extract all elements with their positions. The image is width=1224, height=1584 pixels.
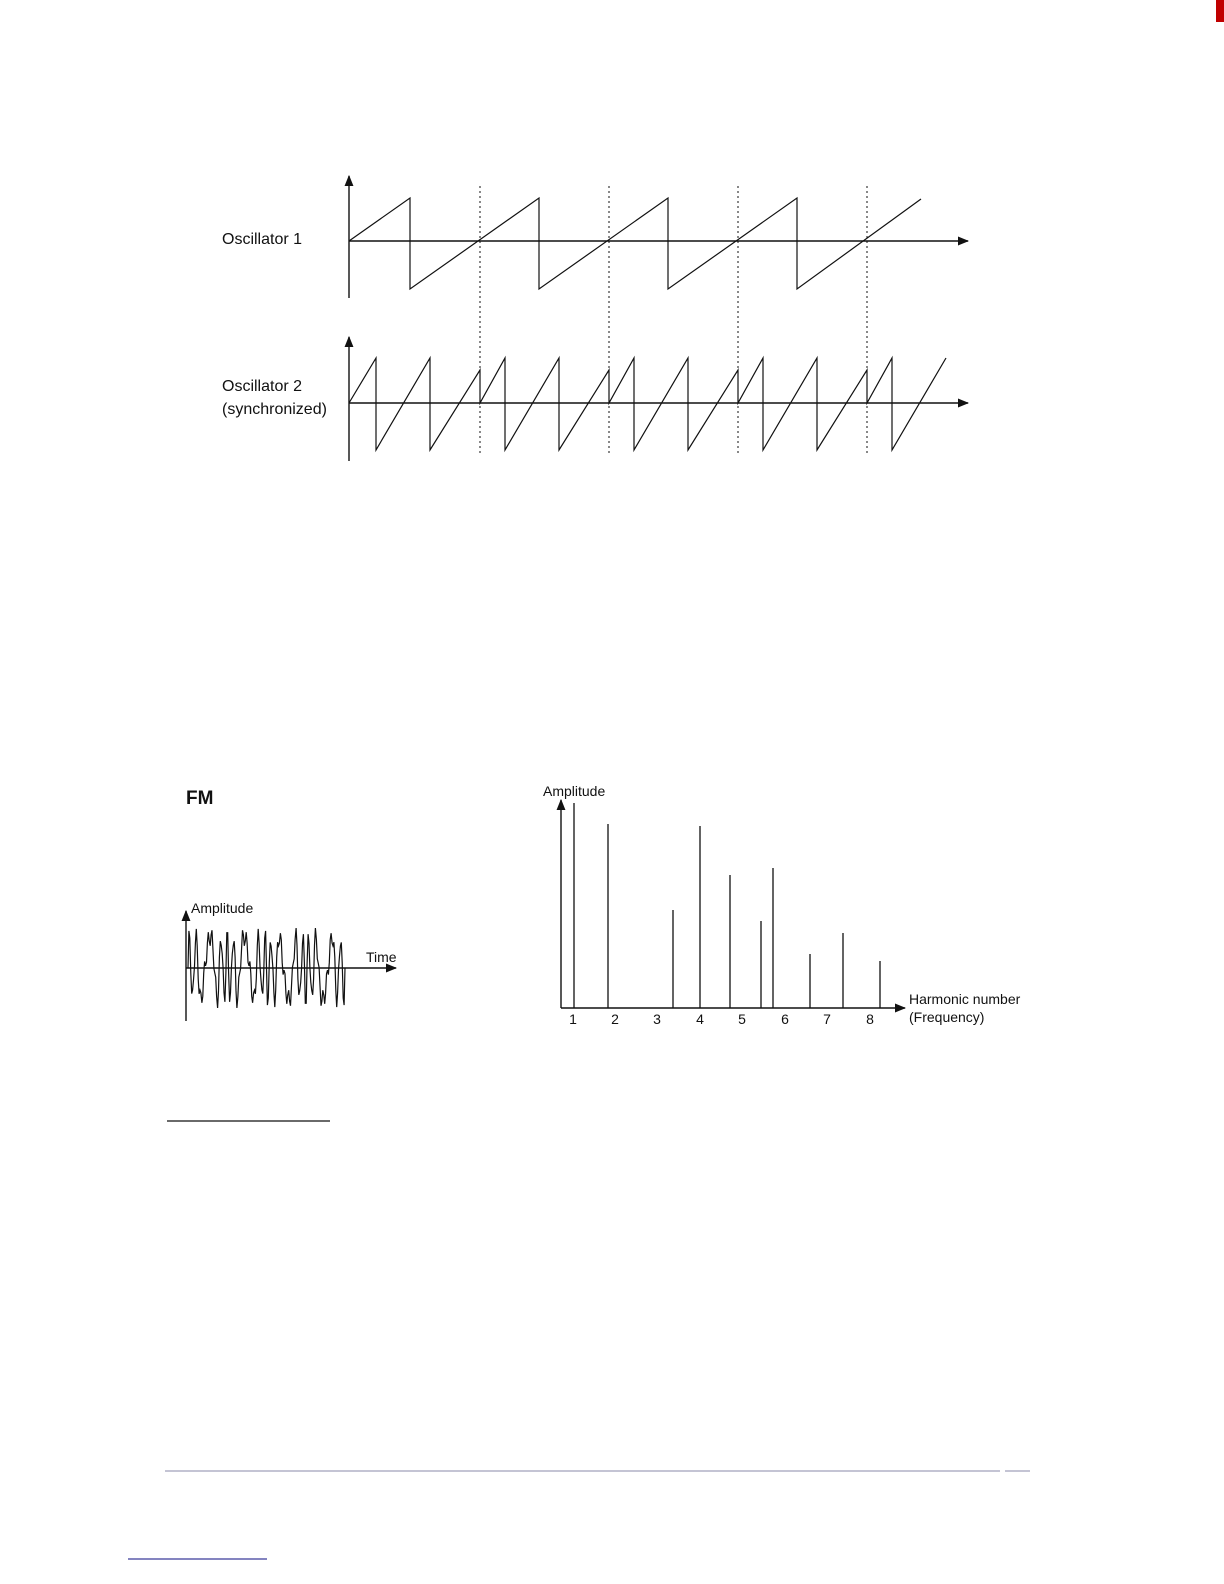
fm-time-x-label: Time	[366, 949, 397, 965]
fm-time-plot	[186, 900, 397, 1021]
spectrum-x-label: Harmonic number	[909, 991, 1021, 1007]
spectrum-x-sublabel: (Frequency)	[909, 1009, 985, 1025]
spectrum-tick-label: 7	[823, 1011, 831, 1027]
spectrum-partials	[574, 803, 880, 1008]
spectrum-tick-label: 4	[696, 1011, 704, 1027]
osc1-sawtooth-wave	[349, 198, 921, 289]
oscillator-2-sync-label: (synchronized)	[222, 401, 327, 418]
oscillator-1-label: Oscillator 1	[222, 231, 303, 248]
fm-title: FM	[186, 788, 214, 809]
oscillator-2-label: Oscillator 2	[222, 378, 303, 395]
oscillator-sync-diagram	[222, 176, 968, 461]
fm-time-y-label: Amplitude	[191, 900, 254, 916]
spectrum-tick-labels	[569, 1011, 874, 1027]
spectrum-tick-label: 3	[653, 1011, 661, 1027]
spectrum-tick-label: 8	[866, 1011, 874, 1027]
spectrum-tick-label: 2	[611, 1011, 619, 1027]
spectrum-tick-label: 1	[569, 1011, 577, 1027]
spectrum-y-label: Amplitude	[543, 783, 606, 799]
osc2-synced-sawtooth-wave	[349, 358, 946, 450]
fm-spectrum-plot	[543, 783, 1021, 1027]
spectrum-tick-label: 6	[781, 1011, 789, 1027]
spectrum-tick-label: 5	[738, 1011, 746, 1027]
